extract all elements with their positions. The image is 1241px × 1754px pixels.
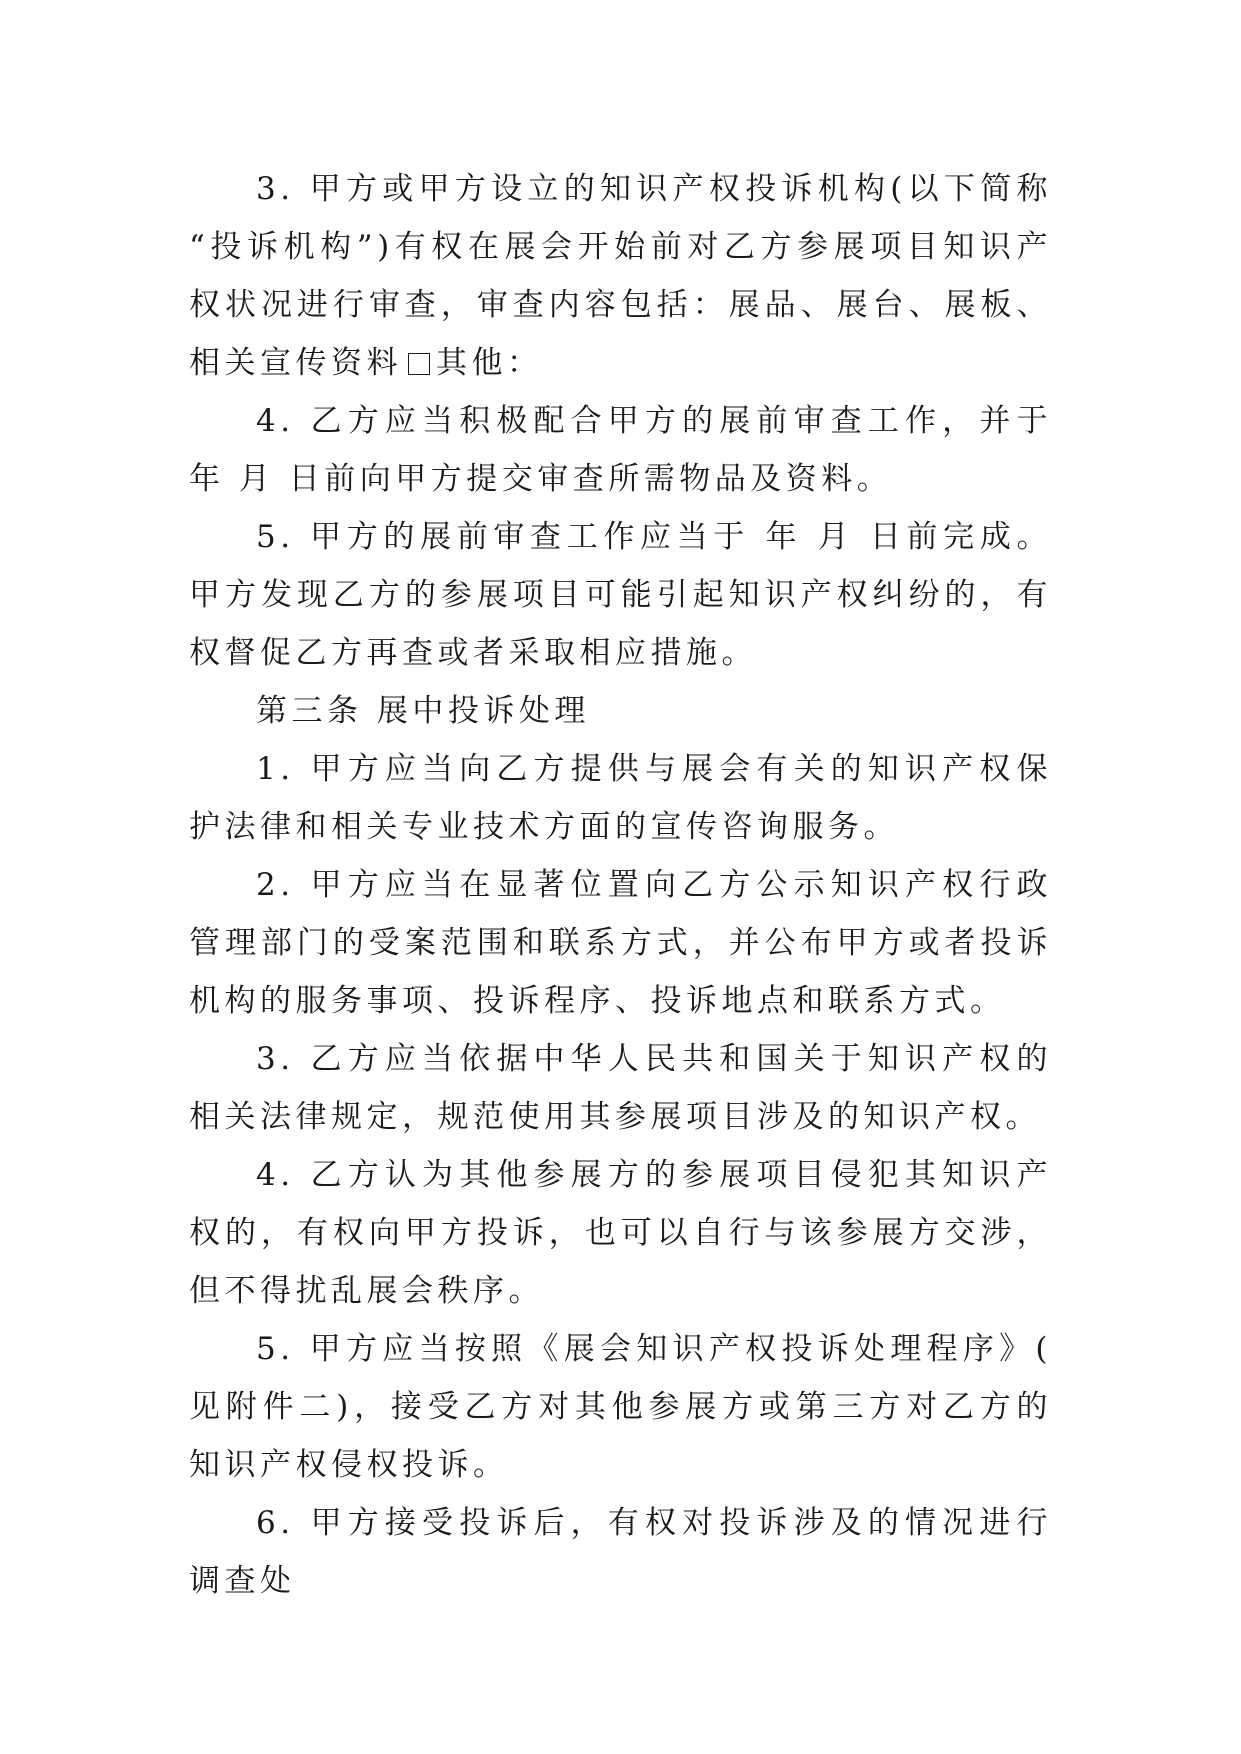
paragraph-submit-materials: 4. 乙方应当积极配合甲方的展前审查工作，并于 年 月 日前向甲方提交审查所需物品及资料。 [189,403,1052,497]
paragraph-legal-compliance: 3. 乙方应当依据中华人民共和国关于知识产权的相关法律规定，规范使用其参展项目涉及的知识产权。 [189,1041,1052,1135]
paragraph-complaint-rights: 4. 乙方认为其他参展方的参展项目侵犯其知识产权的，有权向甲方投诉，也可以自行与该参展方交涉，但不得扰乱展会秩序。 [189,1157,1052,1309]
section-heading-article-3: 第三条 展中投诉处理 [256,693,590,729]
paragraph-text: 3. 甲方或甲方设立的知识产权投诉机构(以下简称“投诉机构”)有权在展会开始前对乙方参展项目知识产权状况进行审查，审查内容包括：展品、展台、展板、相关宣传资料 [189,171,1052,381]
paragraph-investigation: 6. 甲方接受投诉后，有权对投诉涉及的情况进行调查处 [189,1505,1052,1599]
paragraph-review-deadline: 5. 甲方的展前审查工作应当于 年 月 日前完成。甲方发现乙方的参展项目可能引起知识产权纠纷的，有权督促乙方再查或者采取相应措施。 [189,519,1052,671]
paragraph-complaint-procedure: 5. 甲方应当按照《展会知识产权投诉处理程序》(见附件二)，接受乙方对其他参展方或第三方对乙方的知识产权侵权投诉。 [189,1331,1052,1483]
document-page [189,160,1052,1610]
paragraph-consulting-service: 1. 甲方应当向乙方提供与展会有关的知识产权保护法律和相关专业技术方面的宣传咨询服务。 [189,751,1052,845]
paragraph-public-notice: 2. 甲方应当在显著位置向乙方公示知识产权行政管理部门的受案范围和联系方式，并公布甲方或者投诉机构的服务事项、投诉程序、投诉地点和联系方式。 [189,867,1052,1019]
paragraph-text-tail: 其他： [436,345,543,381]
checkbox-other[interactable] [408,353,430,375]
paragraph-review-rights [189,160,1052,392]
